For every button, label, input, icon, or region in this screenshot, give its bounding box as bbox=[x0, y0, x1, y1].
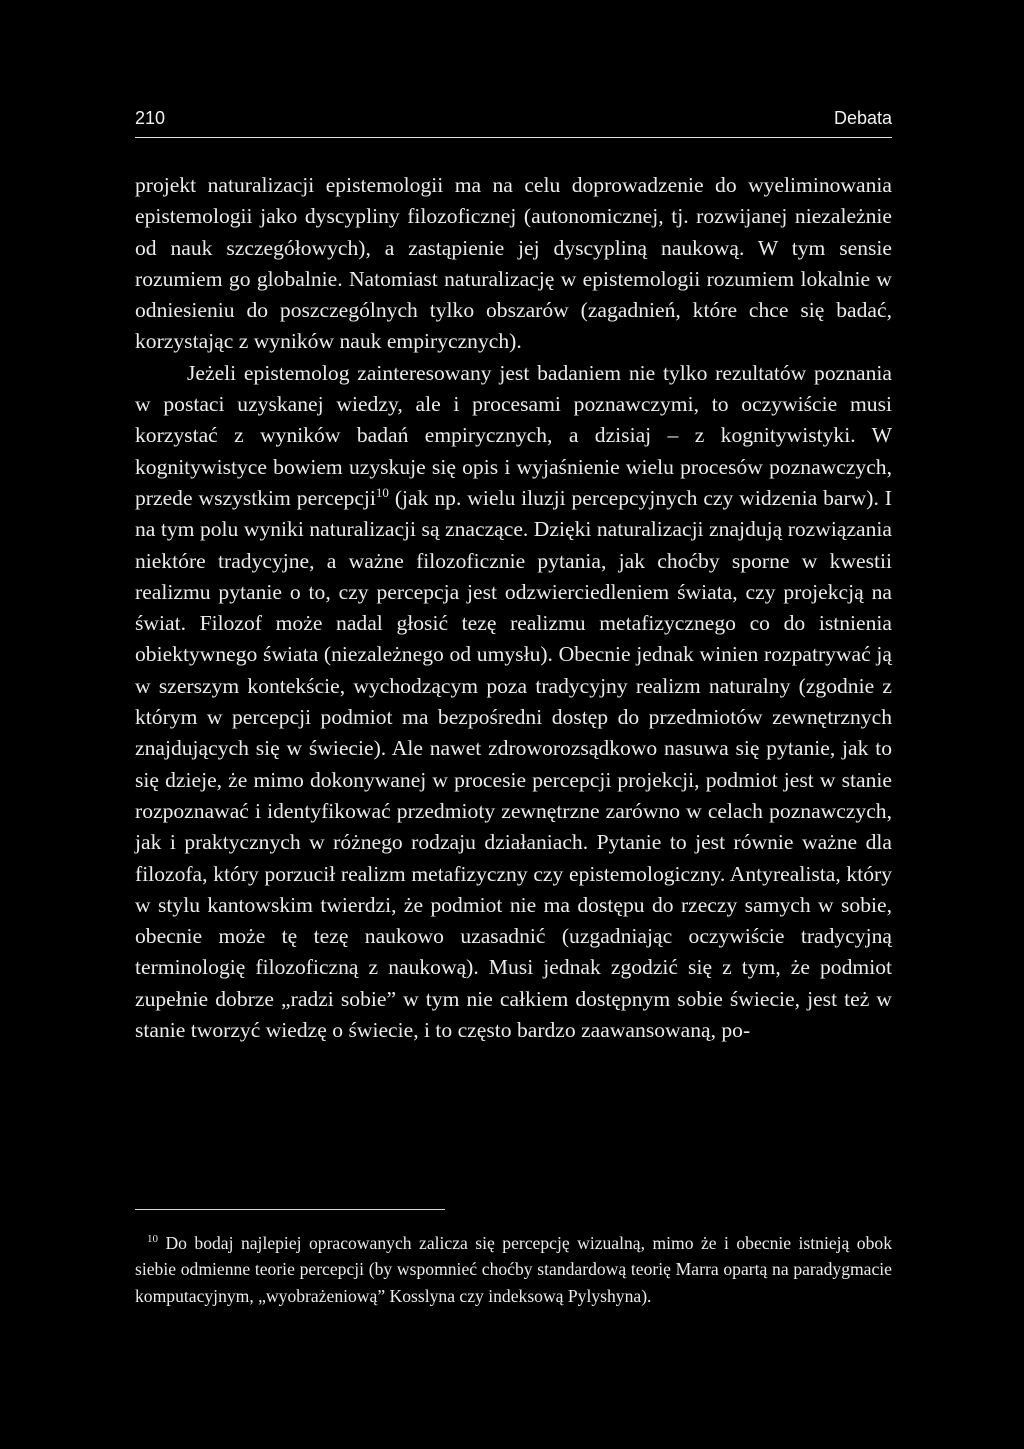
paragraph: projekt naturalizacji epistemologii ma na celu doprowadzenie do wyeliminowania epistemologii jako dyscypliny filozoficznej (autonomicznej, tj. rozwijanej niezależnie od nauk szczegółowych), a zastąpienie jej dyscypliną naukową. W tym sensie rozumiem go globalnie. Natomiast naturalizację w epistemologii rozumiem lokalnie w odniesieniu do poszczególnych tylko obszarów (zagadnień, które chce się badać, korzystając z wyników nauk empirycznych). bbox=[135, 173, 892, 354]
paragraph bbox=[135, 358, 892, 1047]
footnote-reference: 10 bbox=[375, 484, 389, 500]
footnote-rule bbox=[135, 1209, 445, 1210]
footnote bbox=[135, 1230, 892, 1309]
running-head bbox=[135, 108, 892, 132]
running-head-title: Debata bbox=[833, 108, 892, 128]
footnote-number: 10 bbox=[147, 1233, 158, 1246]
paragraph-text: (jak np. wielu iluzji percepcyjnych czy widzenia barw). I na tym polu wyniki naturalizacji są znaczące. Dzięki naturalizacji znajdują rozwiązania niektóre tradycyjne, a ważne filozoficznie pytania, jak choćby sporne w kwestii realizmu pytanie o to, czy percepcja jest odzwierciedleniem świata, czy projekcją na świat. Filozof może nadal głosić tezę realizmu metafizycznego co do istnienia obiektywnego świata (niezależnego od umysłu). Obecnie jednak winien rozpatrywać ją w szerszym kontekście, wychodzącym poza tradycyjny realizm naturalny (zgodnie z którym w percepcji podmiot ma bezpośredni dostęp do przedmiotów zewnętrznych znajdujących się w świecie). Ale nawet zdroworozsądkowo nasuwa się pytanie, jak to się dzieje, że mimo dokonywanej w procesie percepcji projekcji, podmiot jest w stanie rozpoznawać i identyfikować przedmioty zewnętrzne zarówno w celach poznawczych, jak i praktycznych w różnego rodzaju działaniach. Pytanie to jest równie ważne dla filozofa, który porzucił realizm metafizyczny czy epistemologiczny. Antyrealista, który w stylu kantowskim twierdzi, że podmiot nie ma dostępu do rzeczy samych w sobie, obecnie może tę tezę naukowo uzasadnić (uzgadniając oczywiście tradycyjną terminologię filozoficzną z naukową). Musi jednak zgodzić się z tym, że podmiot zupełnie dobrze „radzi sobie” w tym nie całkiem dostępnym sobie świecie, jest też w stanie tworzyć wiedzę o świecie, i to często bardzo zaawansowaną, po- bbox=[135, 485, 892, 1043]
footnote-text: Do bodaj najlepiej opracowanych zalicza się percepcję wizualną, mimo że i obecnie istnieją obok siebie odmienne teorie percepcji (by wspomnieć choćby standardową teorię Marra opartą na paradygmacie komputacyjnym, „wyobrażeniową” Kosslyna czy indeksową Pylyshyna). bbox=[135, 1233, 892, 1306]
paragraph-text: Jeżeli epistemolog zainteresowany jest badaniem nie tylko rezultatów poznania w postaci uzyskanej wiedzy, ale i procesami poznawczymi, to oczywiście musi korzystać z wyników badań empirycznych, a dzisiaj – z kognitywistyki. W kognitywistyce bowiem uzyskuje się opis i wyjaśnienie wielu procesów poznawczych, przede wszystkim percepcji bbox=[135, 360, 892, 510]
footnote-paragraph bbox=[135, 1230, 892, 1309]
page-number: 210 bbox=[135, 108, 166, 128]
header-rule bbox=[135, 137, 892, 138]
main-text bbox=[135, 170, 892, 1046]
